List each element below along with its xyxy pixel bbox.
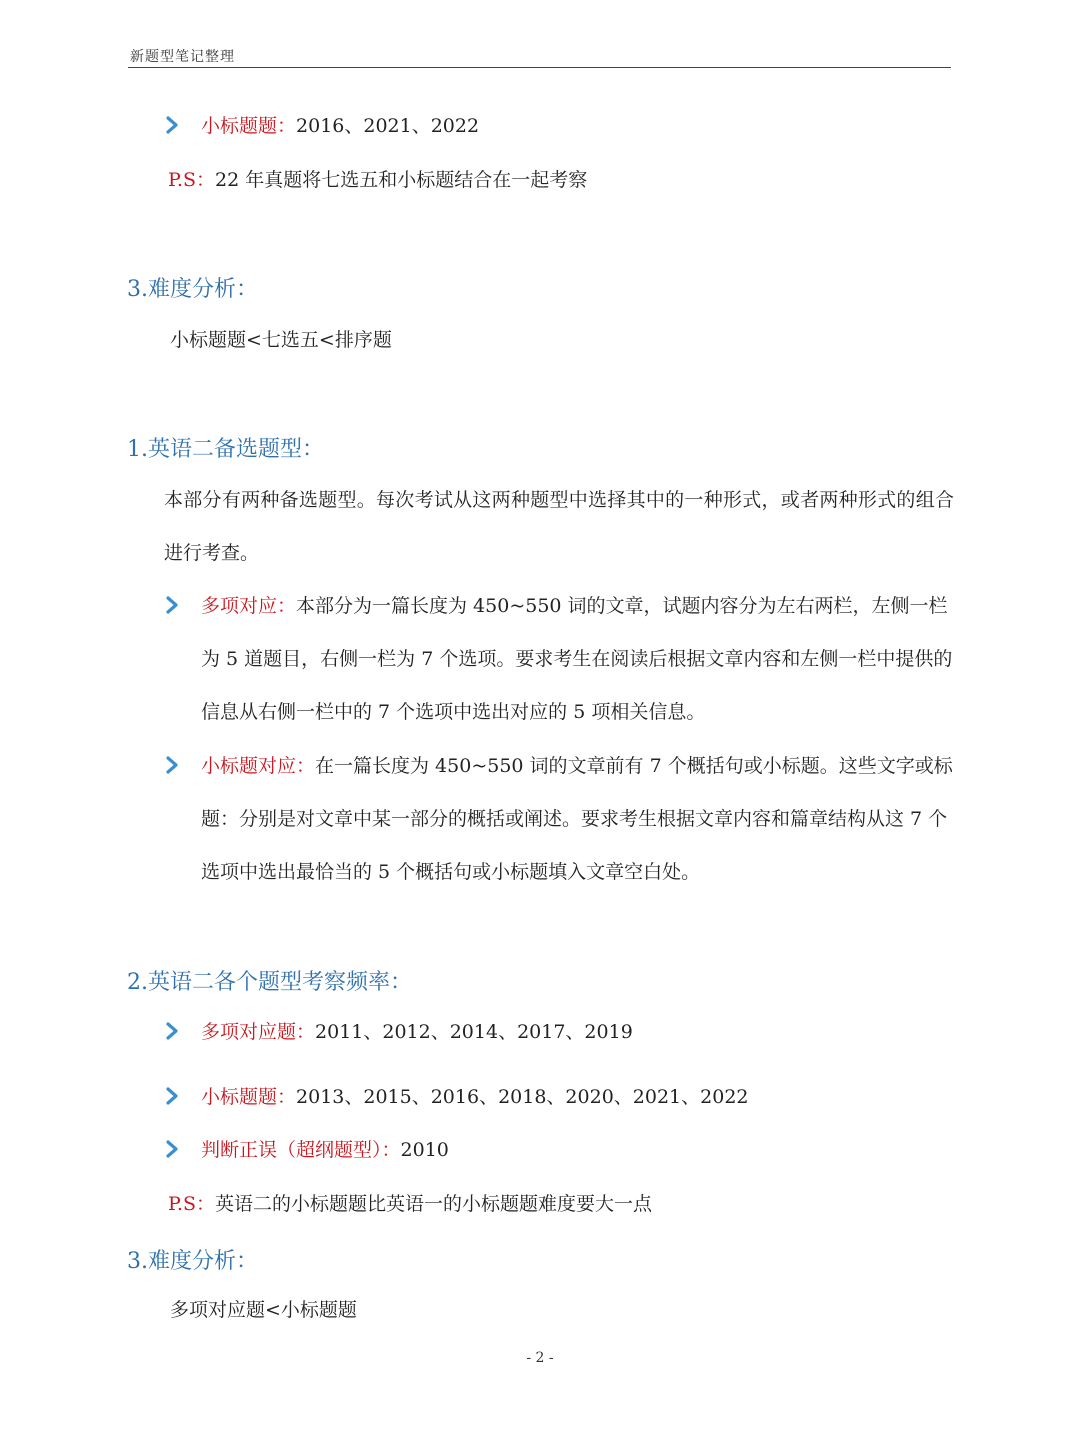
- list-item: [165, 114, 479, 138]
- page-number: - 2 -: [526, 1350, 554, 1366]
- list-item: [165, 580, 955, 739]
- section-heading: 3.难度分析：: [127, 277, 258, 302]
- item-label: 小标题题：: [201, 115, 297, 137]
- item-text: 2010: [400, 1139, 449, 1161]
- list-item: [165, 1085, 749, 1109]
- difficulty-text: 小标题题<七选五<排序题: [170, 329, 392, 351]
- item-label: 判断正误（超纲题型）：: [201, 1139, 401, 1161]
- list-item: [165, 1020, 633, 1044]
- list-item: [165, 740, 955, 899]
- ps-text: 22 年真题将七选五和小标题结合在一起考察: [215, 169, 588, 191]
- chevron-right-icon: [165, 595, 183, 617]
- ps-label: P.S：: [168, 169, 215, 191]
- header-title: 新题型笔记整理: [130, 49, 235, 65]
- item-text: 在一篇长度为 450~550 词的文章前有 7 个概括句或小标题。这些文字或标题：分别是对文章中某一部分的概括或阐述。要求考生根据文章内容和篇章结构从这 7 个选项中选出最恰当的 5 个概括句或小标题填入文章空白处。: [201, 755, 953, 883]
- ps-note: [168, 1192, 652, 1216]
- item-label: 小标题题：: [201, 1086, 297, 1108]
- item-label: 小标题对应：: [201, 755, 316, 777]
- item-label: 多项对应：: [201, 595, 297, 617]
- item-text: 2013、2015、2016、2018、2020、2021、2022: [296, 1086, 749, 1108]
- item-label: 多项对应题：: [201, 1021, 316, 1043]
- section-heading: 2.英语二各个题型考察频率：: [127, 970, 412, 995]
- item-text: 本部分为一篇长度为 450~550 词的文章，试题内容分为左右两栏，左侧一栏为 5 道题目，右侧一栏为 7 个选项。要求考生在阅读后根据文章内容和左侧一栏中提供的信息从右侧一栏中的 7 个选项中选出对应的 5 项相关信息。: [201, 595, 953, 723]
- chevron-right-icon: [165, 1086, 183, 1108]
- chevron-right-icon: [165, 115, 183, 137]
- list-item: [165, 1138, 449, 1162]
- difficulty-text: 多项对应题<小标题题: [170, 1299, 357, 1321]
- item-text: 2016、2021、2022: [296, 115, 480, 137]
- section-heading: 1.英语二备选题型：: [127, 437, 324, 462]
- ps-text: 英语二的小标题题比英语一的小标题题难度要大一点: [215, 1193, 653, 1215]
- chevron-right-icon: [165, 1021, 183, 1043]
- ps-label: P.S：: [168, 1193, 215, 1215]
- chevron-right-icon: [165, 755, 183, 777]
- ps-note: [168, 168, 587, 192]
- intro-paragraph: 本部分有两种备选题型。每次考试从这两种题型中选择其中的一种形式，或者两种形式的组合进行考查。: [164, 489, 954, 564]
- header-divider: [128, 67, 951, 68]
- section-heading: 3.难度分析：: [127, 1249, 258, 1274]
- item-text: 2011、2012、2014、2017、2019: [315, 1021, 633, 1043]
- chevron-right-icon: [165, 1139, 183, 1161]
